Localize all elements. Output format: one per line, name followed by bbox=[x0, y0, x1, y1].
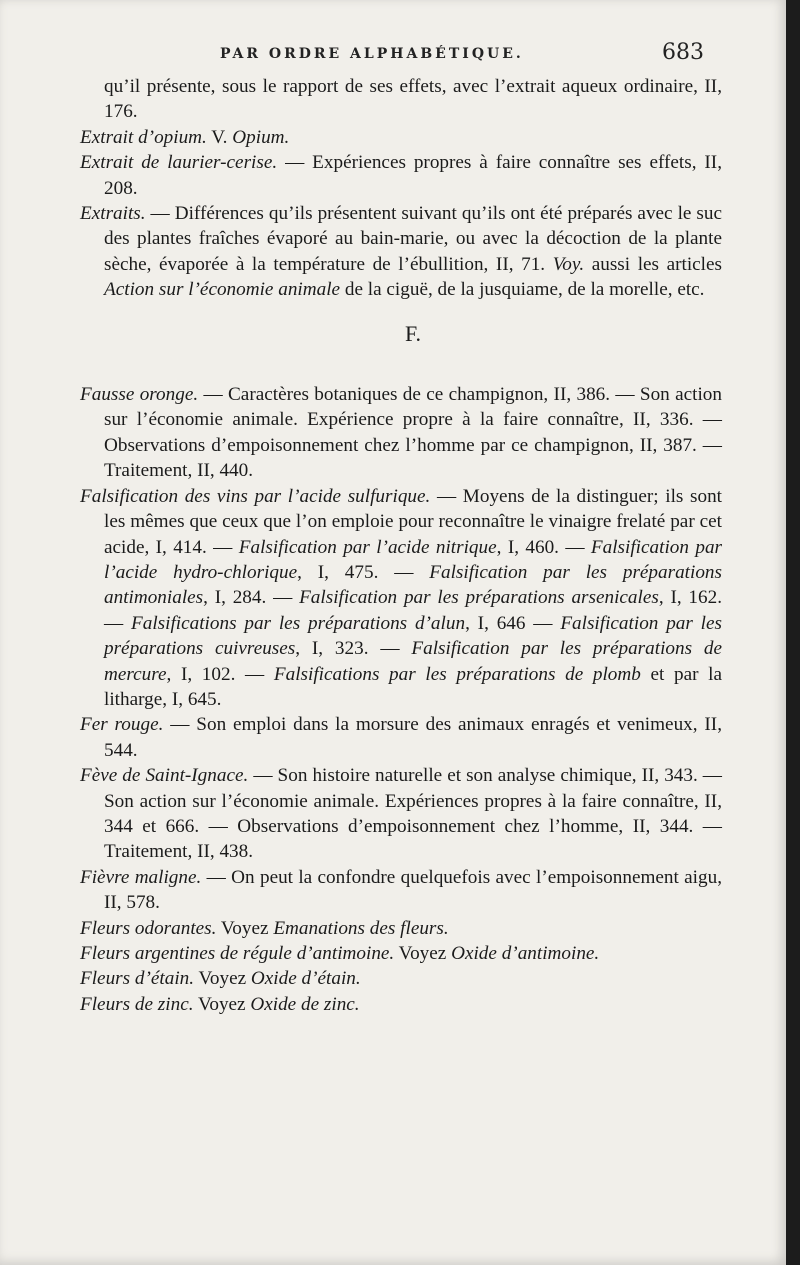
index-entry bbox=[80, 941, 722, 966]
entry-text: , I, 460. — bbox=[496, 536, 591, 558]
entry-text: , I, 162. — bbox=[104, 587, 722, 634]
entry-text: Voyez bbox=[394, 943, 452, 964]
entry-reference: Falsifications par les préparations de plomb bbox=[273, 663, 641, 685]
scan-gutter bbox=[786, 0, 800, 1265]
entry-heading: Falsification des vins par l’acide sulfurique. bbox=[80, 485, 431, 507]
entry-reference: Emanations des fleurs. bbox=[273, 917, 449, 939]
index-entry bbox=[80, 865, 722, 916]
entry-reference: Action sur l’économie animale bbox=[104, 279, 341, 301]
entry-heading: Fleurs de zinc. bbox=[80, 993, 194, 1015]
section-letter: F. bbox=[405, 320, 421, 346]
entry-text: , I, 323. — bbox=[295, 638, 412, 660]
entry-text: Voyez bbox=[193, 993, 251, 1015]
entry-reference: Falsification par l’acide nitrique bbox=[238, 536, 497, 558]
index-entry bbox=[80, 763, 722, 865]
entry-text: , I, 475. — bbox=[297, 561, 430, 583]
index-entry bbox=[80, 125, 722, 150]
entry-heading: Fleurs d’étain. bbox=[80, 968, 195, 990]
entry-heading: Extrait d’opium. bbox=[80, 126, 207, 148]
entry-text: aussi les articles bbox=[584, 253, 723, 275]
entry-reference: Voy. bbox=[552, 253, 585, 275]
entry-text: — Moyens de la distinguer; ils sont les mêmes que ceux que l’on emploie pour reconnaître le vinaigre frelaté par cet acide, I, 414. — bbox=[104, 485, 723, 558]
page-number: 683 bbox=[662, 40, 704, 65]
entry-reference: Falsifications par les préparations d’alun bbox=[131, 612, 466, 634]
entry-reference: Falsification par l’acide hydro-chlorique bbox=[104, 536, 723, 583]
entry-reference: Falsification par les préparations arsenicales bbox=[299, 587, 659, 609]
index-entry bbox=[80, 484, 722, 713]
index-entry bbox=[80, 916, 722, 941]
index-entry bbox=[80, 150, 722, 201]
entry-reference: Falsification par les préparations de mercure bbox=[104, 638, 723, 685]
entry-heading: Fleurs argentines de régule d’antimoine. bbox=[80, 943, 395, 964]
entry-heading: Fièvre maligne. bbox=[80, 866, 202, 888]
entry-reference: Falsification par les préparations antimoniales bbox=[104, 561, 722, 609]
entry-text: — Son histoire naturelle et son analyse chimique, II, 343. — Son action sur l’économie animale. Expériences propres à la faire connaître, II, 344 et 666. — Observations d’empoisonnement chez l’homme, II, 344. — Traitement, II, 438. bbox=[104, 765, 722, 863]
index-entry bbox=[80, 712, 722, 763]
entry-text: — Caractères botaniques de ce champignon, II, 386. — Son action sur l’économie animale. Expérience propre à la faire connaître, II, 336. — Observations d’empoisonnement chez l’homme par ce champignon, II, 387. — Traitement, II, 440. bbox=[104, 384, 722, 482]
running-title: PAR ORDRE ALPHABÉTIQUE. bbox=[220, 46, 524, 62]
entry-heading: Extraits. bbox=[80, 203, 146, 225]
entry-text: — Différences qu’ils présentent suivant qu’ils ont été préparés avec le suc des plantes fraîches évaporé au bain-marie, ou avec la décoction de la plante sèche, évaporée à la température de l’ébullition, II, 71. bbox=[104, 203, 722, 275]
entry-heading: Fève de Saint-Ignace. bbox=[80, 765, 249, 787]
entry-text: Voyez bbox=[194, 968, 251, 990]
entry-text: — Expériences propres à faire connaître ses effets, II, 208. bbox=[104, 152, 722, 199]
index-entry bbox=[80, 992, 722, 1017]
entry-text: et par la litharge, I, 645. bbox=[104, 663, 723, 710]
entry-text: , I, 102. — bbox=[166, 663, 274, 685]
entry-heading: Fer rouge. bbox=[80, 714, 164, 736]
entry-text: Voyez bbox=[216, 917, 274, 939]
entry-text: de la ciguë, de la jusquiame, de la morelle, etc. bbox=[340, 279, 705, 301]
entry-heading: Fausse oronge. bbox=[80, 384, 199, 406]
entry-text: , I, 284. — bbox=[203, 587, 300, 609]
entry-reference: Falsification par les préparations cuivreuses bbox=[104, 612, 722, 660]
entry-text: V. bbox=[206, 126, 233, 148]
entry-text: — Son emploi dans la morsure des animaux enragés et venimeux, II, 544. bbox=[104, 714, 722, 761]
entry-reference: Oxide d’étain. bbox=[250, 968, 361, 990]
entry-heading: Extrait de laurier-cerise. bbox=[80, 152, 278, 174]
index-entry bbox=[80, 201, 722, 303]
entry-reference: Opium. bbox=[232, 126, 290, 148]
entry-reference: Oxide d’antimoine. bbox=[451, 943, 600, 964]
entry-heading: Fleurs odorantes. bbox=[80, 917, 217, 939]
entry-reference: Oxide de zinc. bbox=[250, 993, 360, 1015]
continued-entry: qu’il présente, sous le rapport de ses effets, avec l’extrait aqueux ordinaire, II, 176. bbox=[104, 76, 722, 123]
index-entry bbox=[80, 382, 722, 484]
entry-text: — On peut la confondre quelquefois avec l’empoisonnement aigu, II, 578. bbox=[104, 866, 722, 914]
page-header bbox=[220, 40, 704, 68]
entry-text: , I, 646 — bbox=[465, 612, 561, 634]
index-entry bbox=[80, 966, 722, 991]
index-text bbox=[80, 74, 722, 1017]
